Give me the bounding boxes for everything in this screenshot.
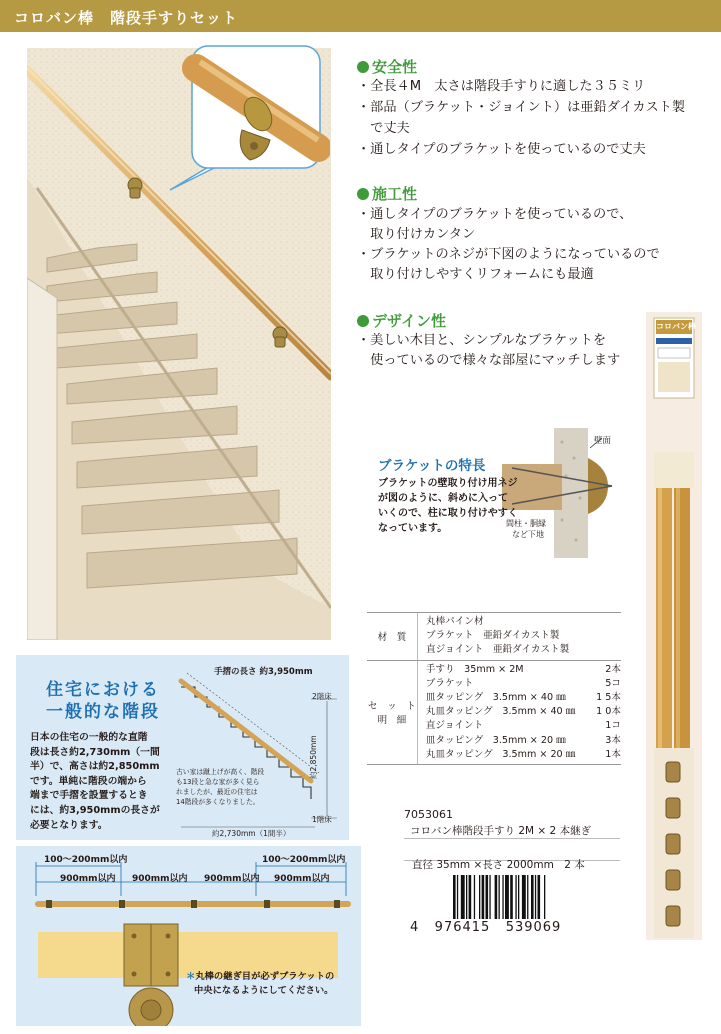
spec-table: [367, 612, 621, 765]
spec-set-label: [367, 661, 418, 764]
safety-line-4: ・通しタイプのブラケットを使っているので丈夫: [357, 142, 646, 157]
barcode-bar: [489, 875, 490, 919]
rail-length-label: 手摺の長さ 約3,950mm: [214, 667, 313, 677]
safety-line-2: ・部品（ブラケット・ジョイント）は亜鉛ダイカスト製: [357, 100, 686, 115]
set-label-1: セ ッ ト: [367, 701, 416, 713]
stair-info-line: には、約3,950mmの長さが: [30, 804, 160, 816]
set-item-row: [426, 663, 621, 677]
stair-info-line: です。単純に階段の端から: [30, 775, 147, 787]
height-label: 約2,850mm: [309, 735, 318, 779]
barcode-bar: [510, 875, 513, 919]
note-mark: ＊: [186, 971, 196, 982]
set-item-name: 丸皿タッピング 3.5mm × 40 ㎜: [425, 706, 576, 718]
bracket-feature-line: が図のように、斜めに入って: [378, 493, 508, 504]
bracket-feature-line: いくので、柱に取り付けやすく: [378, 508, 518, 519]
set-label-2: 明 細: [377, 715, 407, 727]
label-wall: 壁面: [594, 436, 612, 446]
barcode-bar: [527, 875, 528, 919]
width-label: 約2,730mm（1間半）: [212, 829, 291, 838]
stair-info-line: 日本の住宅の一般的な直階: [30, 732, 148, 743]
stair-note-line: 14階段が多くなりました。: [176, 798, 260, 806]
dim-span-1: 900mm以内: [60, 874, 116, 884]
set-item-qty: 1本: [605, 748, 621, 760]
design-line-1: ・美しい木目と、シンプルなブラケットを: [357, 333, 607, 348]
dim-outer-left: 100〜200mm以内: [44, 855, 128, 865]
material-item: 丸棒パイン材: [426, 616, 484, 627]
jan-number: 4 976415 539069: [410, 920, 562, 935]
set-item-qty: 5コ: [605, 677, 621, 689]
dim-outer-right: 100〜200mm以内: [262, 855, 346, 865]
header-bar: [0, 0, 721, 32]
barcode-bar: [535, 875, 536, 919]
dim-span-4: 900mm以内: [274, 874, 330, 884]
bracket-feature-line: なっています。: [378, 523, 448, 534]
design-line-2: 使っているので様々な部屋にマッチします: [357, 353, 621, 368]
set-item-qty: 1 0本: [596, 706, 621, 718]
barcode-bar: [499, 875, 500, 919]
barcode-bar: [482, 875, 485, 919]
barcode-bar: [522, 875, 526, 919]
set-item-qty: 1 5本: [596, 692, 621, 704]
set-item-row: [426, 719, 621, 733]
barcode-bar: [479, 875, 480, 919]
set-item-name: 手すり 35mm × 2M: [425, 663, 524, 675]
set-item-row: [426, 691, 621, 705]
package-label: コロバン棒: [656, 322, 696, 331]
label-pillar-2: など下地: [512, 530, 544, 539]
stair-note-line: れましたが、最近の住宅は: [176, 788, 258, 796]
set-item-name: 皿タッピング 3.5mm × 20 ㎜: [425, 734, 566, 746]
stair-info-line: 端まで手摺を設置するとき: [30, 790, 148, 802]
dim-span-2: 900mm以内: [132, 874, 188, 884]
set-item-qty: 2本: [605, 663, 621, 675]
set-item-row: [426, 705, 621, 719]
barcode: [453, 875, 617, 919]
set-item-name: 丸皿タッピング 3.5mm × 20 ㎜: [425, 748, 576, 760]
stair-info-box: [16, 655, 349, 840]
barcode-bar: [453, 875, 456, 919]
barcode-bar: [457, 875, 458, 919]
construction-line-1: ・通しタイプのブラケットを使っているので、: [357, 207, 633, 222]
section-title-safety: 安全性: [357, 56, 417, 77]
barcode-bar: [518, 875, 519, 919]
stair-note: [176, 767, 264, 807]
page-title: コロバン棒 階段手すりセット: [14, 9, 239, 27]
stair-note-line: 古い家は蹴上げが高く、階段: [176, 768, 265, 776]
set-item-row: [426, 677, 621, 691]
joint-note-line: 丸棒の継ぎ目が必ずブラケットの: [195, 971, 335, 982]
section-title-design: デザイン性: [357, 310, 446, 331]
barcode-bar: [531, 875, 534, 919]
barcode-bar: [466, 875, 467, 919]
set-item-name: ブラケット: [425, 677, 474, 689]
bracket-feature-title: ブラケットの特長: [378, 458, 486, 474]
construction-line-2: 取り付けカンタン: [357, 227, 476, 242]
package-illustration: [646, 312, 702, 940]
stair-dimension-diagram: [161, 661, 349, 839]
barcode-bar: [502, 875, 503, 919]
floor1-label: 1階床: [312, 815, 332, 824]
barcode-bar: [515, 875, 516, 919]
safety-line-3: で丈夫: [357, 121, 410, 136]
set-item-qty: 1コ: [605, 720, 621, 732]
barcode-bar: [505, 875, 509, 919]
barcode-bar: [469, 875, 472, 919]
barcode-bar: [474, 875, 475, 919]
safety-line-1: ・全長４M 太さは階段手すりに適した３５ミリ: [357, 79, 646, 94]
set-item-row: [426, 734, 621, 748]
barcode-bar: [544, 875, 545, 919]
stair-info-line: 半）で、高さは約2,850mm: [30, 761, 160, 773]
material-item: 直ジョイント 亜鉛ダイカスト製: [426, 644, 570, 656]
joint-note-line: 中央になるようにしてください。: [194, 985, 334, 996]
spec-material-values: [418, 613, 569, 660]
stair-info-title-2: 一般的な階段: [46, 702, 160, 722]
barcode-bar: [495, 875, 498, 919]
barcode-bar: [486, 875, 489, 919]
barcode-bar: [538, 875, 541, 919]
bracket-feature-text: [378, 476, 518, 536]
stair-info-line: 段は長さ約2,730mm（一間: [30, 746, 160, 758]
spec-material-label: 材 質: [367, 613, 418, 660]
set-item-name: 直ジョイント: [425, 720, 484, 732]
barcode-bars: [453, 875, 617, 919]
product-code: 7053061: [404, 808, 453, 821]
joint-note: [186, 970, 334, 998]
spec-set-row: [367, 661, 621, 765]
label-pillar-1: 間柱・胴縁: [506, 519, 546, 528]
label-divider: [404, 838, 620, 839]
floor2-label: 2階床: [312, 692, 332, 701]
set-item-qty: 3本: [605, 734, 621, 746]
product-size: 直径 35mm ×長さ 2000mm 2 本: [412, 859, 585, 871]
stair-info-title-1: 住宅における: [46, 680, 160, 700]
material-item: ブラケット 亜鉛ダイカスト製: [426, 630, 560, 642]
spec-material-row: [367, 612, 621, 661]
dim-span-3: 900mm以内: [204, 874, 260, 884]
product-package-image: [646, 312, 702, 940]
spec-set-list: [426, 663, 621, 762]
section-title-construction: 施工性: [357, 183, 417, 204]
set-item-row: [426, 748, 621, 762]
construction-line-4: 取り付けしやすくリフォームにも最適: [357, 267, 594, 282]
construction-line-3: ・ブラケットのネジが下図のようになっているので: [357, 247, 660, 262]
bracket-feature-line: ブラケットの壁取り付け用ネジ: [378, 478, 518, 489]
set-item-name: 皿タッピング 3.5mm × 40 ㎜: [425, 692, 566, 704]
stair-note-line: も13段と急な家が多く見ら: [176, 778, 260, 786]
bracket-zoom-callout: [150, 40, 330, 200]
joint-diagram-box: [16, 846, 361, 1026]
barcode-bar: [461, 875, 465, 919]
bracket-feature-panel: [372, 428, 640, 554]
stair-info-line: 必要となります。: [30, 819, 108, 831]
product-name: コロバン棒階段手すり 2M × 2 本継ぎ: [410, 825, 592, 837]
stair-info-body: [30, 731, 160, 833]
